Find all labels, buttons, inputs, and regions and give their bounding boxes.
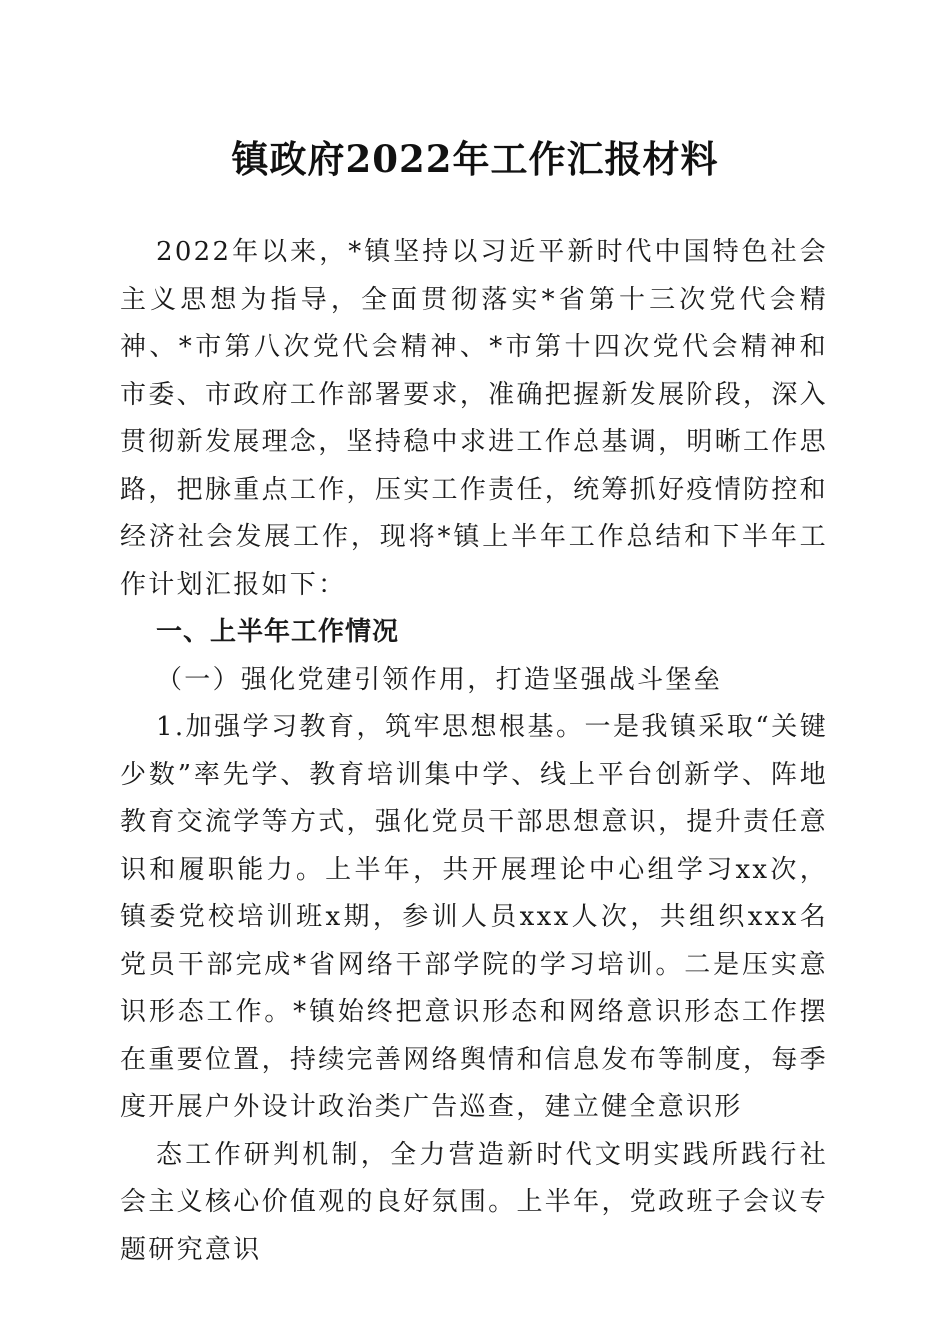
intro-paragraph: 2022年以来，*镇坚持以习近平新时代中国特色社会主义思想为指导，全面贯彻落实*省第十三次党代会精神、*市第八次党代会精神、*市第十四次党代会精神和市委、市政府工作部署要求，准确把握新发展阶段，深入贯彻新发展理念，坚持稳中求进工作总基调，明晰工作思路，把脉重点工作，压实工作责任，统筹抓好疫情防控和经济社会发展工作，现将*镇上半年工作总结和下半年工作计划汇报如下： (120, 237, 828, 600)
body-paragraph: 态工作研判机制，全力营造新时代文明实践所践行社会主义核心价值观的良好氛围。上半年，党政班子会议专题研究意识 (120, 1139, 828, 1265)
body-paragraph: 1.加强学习教育，筑牢思想根基。一是我镇采取“关键少数”率先学、教育培训集中学、线上平台创新学、阵地教育交流学等方式，强化党员干部思想意识，提升责任意识和履职能力。上半年，共开展理论中心组学习xx次，镇委党校培训班x期，参训人员xxx人次，共组织xxx名党员干部完成*省网络干部学院的学习培训。二是压实意识形态工作。*镇始终把意识形态和网络意识形态工作摆在重要位置，持续完善网络舆情和信息发布等制度，每季度开展户外设计政治类广告巡查，建立健全意识形 (120, 712, 828, 1122)
subsection-heading: （一）强化党建引领作用，打造坚强战斗堡垒 (156, 664, 723, 695)
document-title: 镇政府2022年工作汇报材料 (231, 137, 719, 181)
document-body (120, 229, 828, 1274)
section-heading: 一、上半年工作情况 (156, 617, 400, 647)
